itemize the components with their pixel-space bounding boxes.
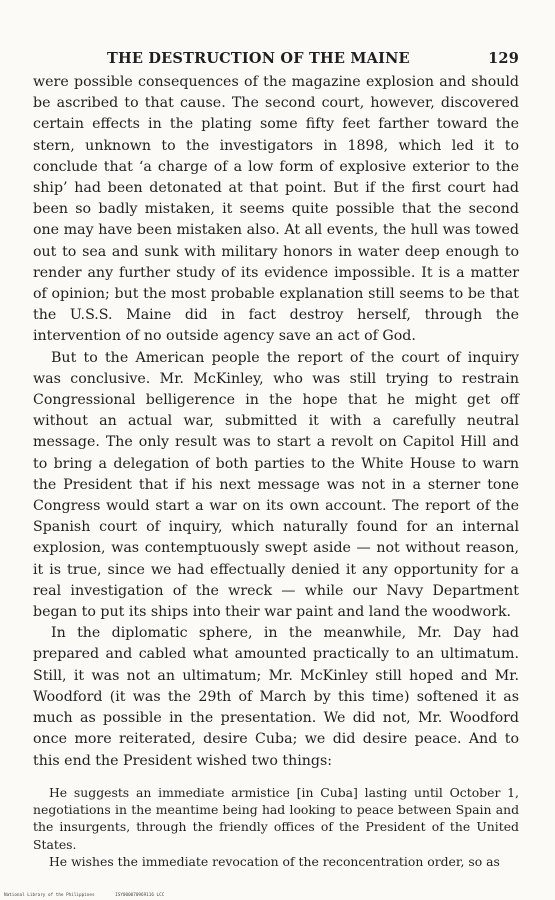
page-number: 129 <box>488 50 519 67</box>
paragraph-court-of-inquiry: But to the American people the report of the court of inquiry was conclusive. Mr. McKinley, who was still trying to restrain Congressional belligerence in the hope that he might get off without an actual war, submitted it with a carefully neutral message. The only result was to start a revolt on Capitol Hill and to bring a delegation of both parties to the White House to warn the President that if his next message was not in a sterner tone Congress would start a war on its own account. The report of the Spanish court of inquiry, which naturally found for an internal explosion, was contemptuously swept aside — not without reason, it is true, since we had effectually denied it any opportunity for a real investigation of the wreck — while our Navy Department began to put its ships into their war paint and land the woodwork. <box>33 349 519 621</box>
body-text <box>33 72 519 772</box>
scan-footer <box>4 893 182 898</box>
paragraph-continued: were possible consequences of the magazine explosion and should be ascribed to that cause. The second court, however, discovered certain effects in the plating some fifty feet farther toward the stern, unknown to the investigators in 1898, which led it to conclude that ‘a charge of a low form of explosive exterior to the ship’ had been detonated at that point. But if the first court had been so badly mistaken, it seems quite possible that the second one may have been mistaken also. At all events, the hull was towed out to sea and sunk with military honors in water deep enough to render any further study of its evidence impossible. It is a matter of opinion; but the most probable explanation still seems to be that the U.S.S. Maine did in fact destroy herself, through the intervention of no outside agency save an act of God. <box>33 74 519 345</box>
book-page <box>33 42 519 870</box>
quote-armistice: He suggests an immediate armistice [in Cuba] lasting until October 1, negotiations in the meantime being had looking to peace between Spain and the insurgents, through the friendly offices of the President of the United States. <box>33 784 519 852</box>
quote-revocation: He wishes the immediate revocation of the reconcentration order, so as <box>49 853 500 869</box>
footer-code: ISY000070969116 LCC <box>115 893 165 898</box>
running-title: THE DESTRUCTION OF THE MAINE <box>107 50 410 67</box>
footer-library: National Library of the Philippines <box>4 893 95 898</box>
running-header <box>33 42 519 72</box>
block-quote <box>33 784 519 870</box>
paragraph-diplomatic-sphere: In the diplomatic sphere, in the meanwhile, Mr. Day had prepared and cabled what amounted practically to an ultimatum. Still, it was not an ultimatum; Mr. McKinley still hoped and Mr. Woodford (it was the 29th of March by this time) softened it as much as possible in the presentation. We did not, Mr. Woodford once more reiterated, desire Cuba; we did desire peace. And to this end the President wished two things: <box>33 625 519 769</box>
